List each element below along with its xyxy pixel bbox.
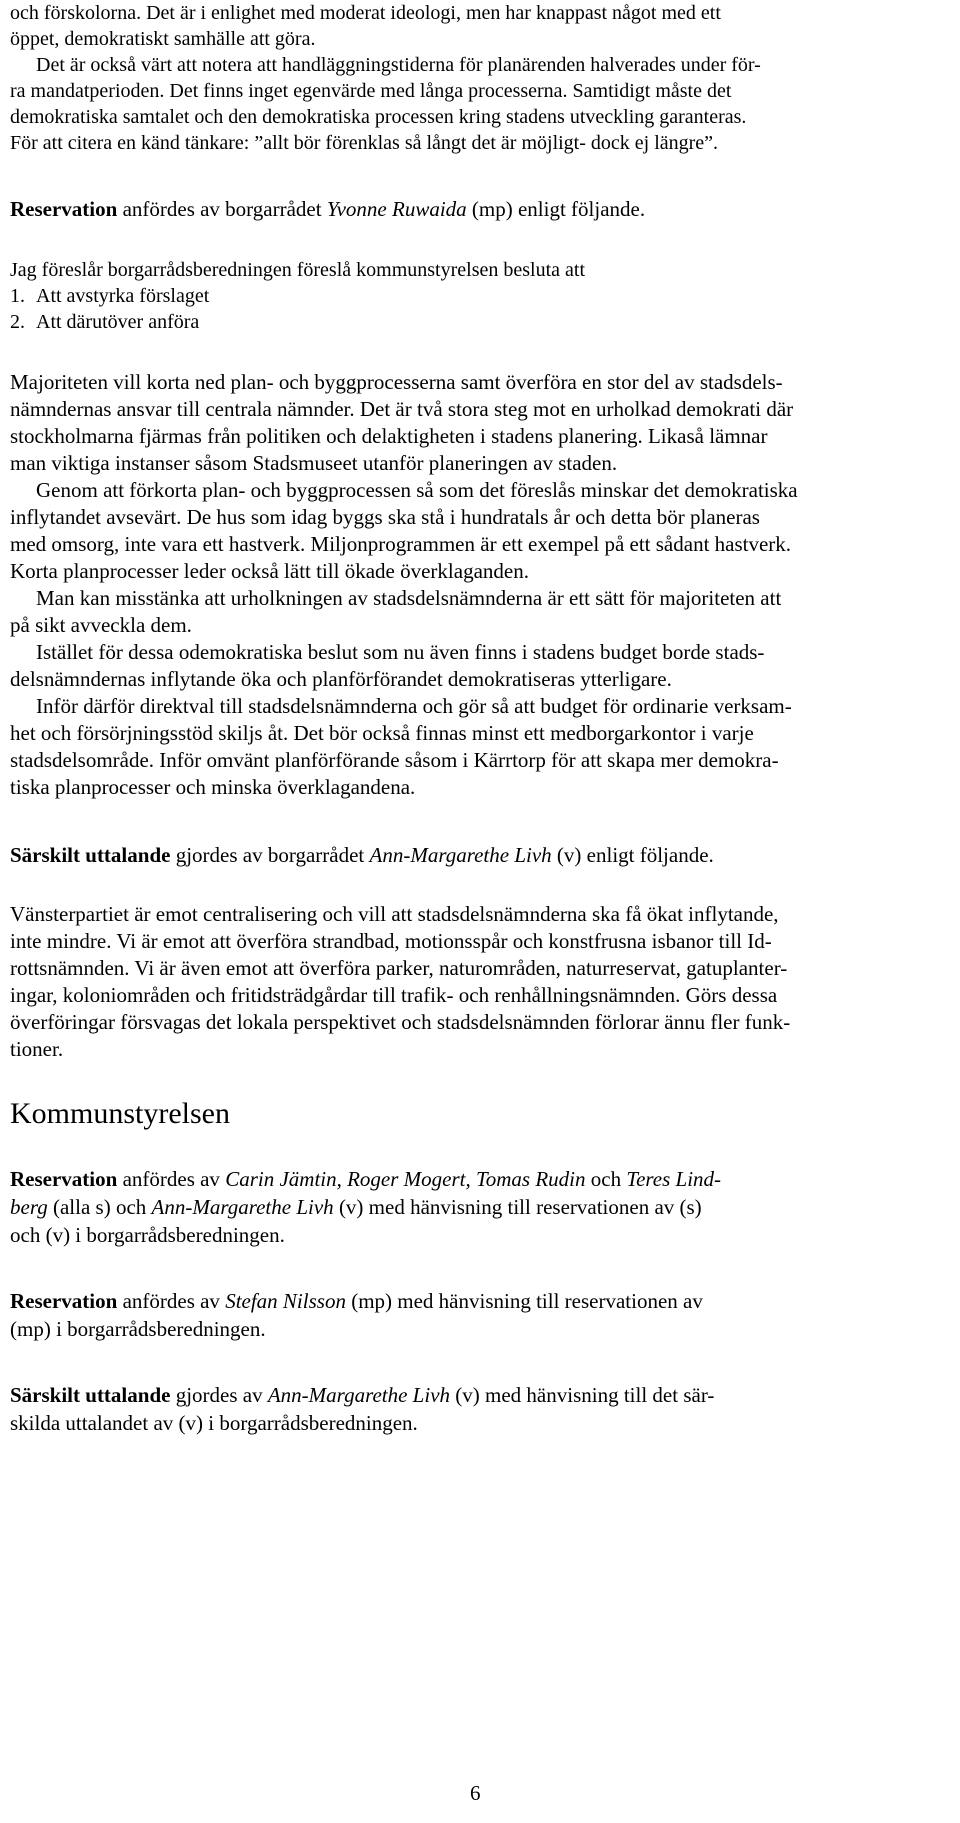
ks-reservation-line: och (v) i borgarrådsberedningen. — [10, 1223, 285, 1247]
body-text-line: öppet, demokratiskt samhälle att göra. — [10, 28, 316, 50]
statement-paragraph: Särskilt uttalande gjordes av borgarrådet Ann-Margarethe Livh (v) enligt följande. — [10, 843, 714, 867]
person-name: berg — [10, 1195, 48, 1219]
person-name: Ann-Margarethe Livh — [151, 1195, 334, 1219]
statement-label: Särskilt uttalande — [10, 1383, 171, 1407]
ks-reservation-line: (mp) i borgarrådsberedningen. — [10, 1317, 266, 1341]
body-text-line: rottsnämnden. Vi är även emot att överföra parker, naturområden, naturreservat, gatuplanter- — [10, 956, 788, 980]
person-names: Carin Jämtin, Roger Mogert, Tomas Rudin — [225, 1167, 586, 1191]
section-heading: Kommunstyrelsen — [10, 1097, 230, 1130]
body-text-line: Inför därför direktval till stadsdelsnämnderna och gör så att budget för ordinarie verksam- — [36, 694, 792, 718]
reservation-label: Reservation — [10, 1167, 118, 1191]
proposal-item: 2. Att därutöver anföra — [10, 311, 200, 333]
body-text-line: Korta planprocesser leder också lätt till ökade överklaganden. — [10, 559, 529, 583]
body-text-line: nämndernas ansvar till centrala nämnder. Det är två stora steg mot en urholkad demokrati där — [10, 397, 794, 421]
body-text-line: och förskolorna. Det är i enlighet med moderat ideologi, men har knappast något med ett — [10, 2, 721, 24]
body-text-line: inflytandet avsevärt. De hus som idag byggs ska stå i hundratals år och detta bör planeras — [10, 505, 760, 529]
reservation-label: Reservation — [10, 197, 118, 221]
ks-statement-line: skilda uttalandet av (v) i borgarrådsberedningen. — [10, 1411, 418, 1435]
person-name: Ann-Margarethe Livh — [369, 843, 552, 867]
person-name: Yvonne Ruwaida — [326, 197, 467, 221]
body-text-line: delsnämndernas inflytande öka och planförförandet demokratiseras ytterligare. — [10, 667, 672, 691]
ks-reservation-line: Reservation anfördes av Stefan Nilsson (mp) med hänvisning till reservationen av — [10, 1289, 703, 1313]
ks-statement-line: Särskilt uttalande gjordes av Ann-Margarethe Livh (v) med hänvisning till det sär- — [10, 1383, 715, 1407]
proposal-intro: Jag föreslår borgarrådsberedningen föreslå kommunstyrelsen besluta att — [10, 259, 585, 281]
body-text-line: på sikt avveckla dem. — [10, 613, 192, 637]
body-text-line: het och försörjningsstöd skiljs åt. Det bör också finnas minst ett medborgarkontor i varje — [10, 721, 754, 745]
proposal-item: 1. Att avstyrka förslaget — [10, 285, 210, 307]
body-text-line: med omsorg, inte vara ett hastverk. Miljonprogrammen är ett exempel på ett sådant hastverk. — [10, 532, 792, 556]
reservation-label: Reservation — [10, 1289, 118, 1313]
body-text-line: överföringar försvagas det lokala perspektivet och stadsdelsnämnden förlorar ännu fler funk- — [10, 1010, 791, 1034]
body-text-line: Det är också värt att notera att handläggningstiderna för planärenden halverades under för- — [36, 54, 761, 76]
body-text-line: tioner. — [10, 1037, 64, 1061]
body-text-line: Vänsterpartiet är emot centralisering och vill att stadsdelsnämnderna ska få ökat inflytande, — [10, 902, 779, 926]
ks-reservation-line: Reservation anfördes av Carin Jämtin, Roger Mogert, Tomas Rudin och Teres Lind- — [10, 1167, 722, 1191]
body-text-line: stadsdelsområde. Inför omvänt planförförande såsom i Kärrtorp för att skapa mer demokra- — [10, 748, 779, 772]
statement-label: Särskilt uttalande — [10, 843, 171, 867]
body-text-line: Majoriteten vill korta ned plan- och byggprocesserna samt överföra en stor del av stadsdels- — [10, 370, 783, 394]
body-text-line: tiska planprocesser och minska överklagandena. — [10, 775, 416, 799]
body-text-line: För att citera en känd tänkare: ”allt bör förenklas så långt det är möjligt- dock ej längre”. — [10, 132, 719, 154]
body-text-line: man viktiga instanser såsom Stadsmuseet utanför planeringen av staden. — [10, 451, 618, 475]
body-text-line: stockholmarna fjärmas från politiken och delaktigheten i stadens planering. Likaså lämnar — [10, 424, 768, 448]
reservation-paragraph: Reservation anfördes av borgarrådet Yvonne Ruwaida (mp) enligt följande. — [10, 197, 646, 221]
body-text-line: Istället för dessa odemokratiska beslut som nu även finns i stadens budget borde stads- — [36, 640, 765, 664]
body-text-line: ra mandatperioden. Det finns inget egenvärde med långa processerna. Samtidigt måste det — [10, 80, 732, 102]
person-name: Teres Lind- — [626, 1167, 722, 1191]
body-text-line: inte mindre. Vi är emot att överföra strandbad, motionsspår och konstfrusna isbanor till Id- — [10, 929, 772, 953]
person-name: Ann-Margarethe Livh — [267, 1383, 451, 1407]
page-number: 6 — [470, 1781, 481, 1805]
ks-reservation-line: berg (alla s) och Ann-Margarethe Livh (v) med hänvisning till reservationen av (s) — [10, 1195, 702, 1219]
body-text-line: ingar, koloniområden och fritidsträdgårdar till trafik- och renhållningsnämnden. Görs dessa — [10, 983, 778, 1007]
body-text-line: Man kan misstänka att urholkningen av stadsdelsnämnderna är ett sätt för majoriteten att — [36, 586, 782, 610]
body-text-line: demokratiska samtalet och den demokratiska processen kring stadens utveckling garanteras. — [10, 106, 747, 128]
person-name: Stefan Nilsson — [225, 1289, 346, 1313]
body-text-line: Genom att förkorta plan- och byggprocessen så som det föreslås minskar det demokratiska — [36, 478, 798, 502]
